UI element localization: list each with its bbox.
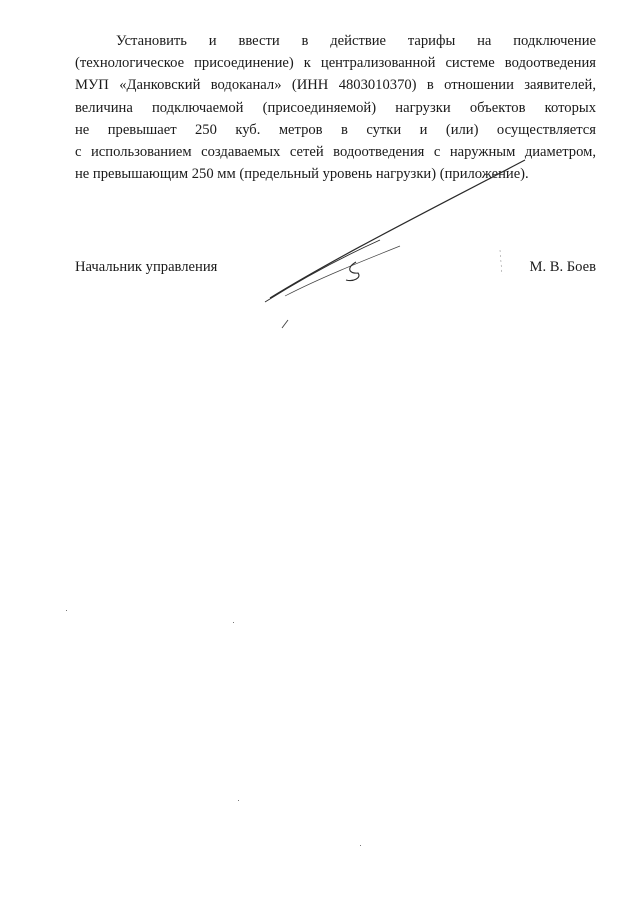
signature-stroke xyxy=(282,320,288,328)
signature-stroke xyxy=(346,262,359,281)
handwritten-signature xyxy=(250,150,580,350)
scan-speck xyxy=(238,800,239,801)
paragraph-line: не превышает 250 куб. метров в сутки и (или) осуществляется xyxy=(75,121,596,138)
position-title: Начальник управления xyxy=(75,259,218,275)
paragraph-line: не превышающим 250 мм (предельный уровень нагрузки) (приложение). xyxy=(75,166,529,183)
paragraph-line: величина подключаемой (присоединяемой) нагрузки объектов которых xyxy=(75,99,596,116)
scan-speck xyxy=(360,845,361,846)
signature-stroke xyxy=(270,160,525,298)
signature-stroke xyxy=(285,246,400,296)
signature-stroke xyxy=(500,250,502,275)
scan-speck xyxy=(66,610,67,611)
paragraph-line: с использованием создаваемых сетей водоотведения с наружным диаметром, xyxy=(75,144,596,161)
paragraph-line: МУП «Данковский водоканал» (ИНН 4803010370) в отношении заявителей, xyxy=(75,77,596,94)
signature-stroke xyxy=(265,240,380,302)
paragraph-line: (технологическое присоединение) к централизованной системе водоотведения xyxy=(75,55,596,72)
signer-name: М. В. Боев xyxy=(529,259,596,275)
scan-speck xyxy=(233,622,234,623)
paragraph-line: Установить и ввести в действие тарифы на подключение xyxy=(116,33,596,49)
